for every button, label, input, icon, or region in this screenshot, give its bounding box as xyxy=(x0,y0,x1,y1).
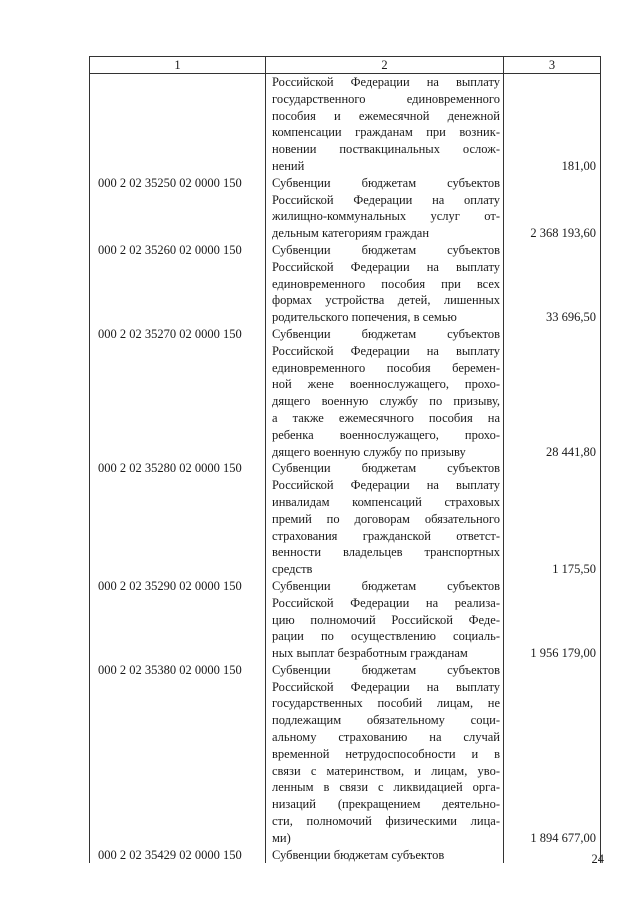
income-code: 000 2 02 35429 02 0000 150 xyxy=(98,847,242,862)
header-col-1: 1 xyxy=(174,58,181,72)
table-row xyxy=(90,460,600,578)
income-description xyxy=(265,242,503,326)
table-row xyxy=(90,326,600,460)
description-line: дельным категориям граждан xyxy=(272,226,430,241)
description-line: низаций (прекращением деятельно- xyxy=(272,797,500,812)
income-code: 000 2 02 35290 02 0000 150 xyxy=(98,578,242,593)
description-line: Субвенции бюджетам субъектов xyxy=(272,461,500,476)
description-line: средств xyxy=(272,562,313,577)
income-code: 000 2 02 35280 02 0000 150 xyxy=(98,461,242,476)
description-line: инвалидам компенсаций страховых xyxy=(272,494,500,509)
table-body xyxy=(90,74,600,863)
description-line: формах устройства детей, лишенных xyxy=(272,293,500,308)
income-description xyxy=(265,662,503,847)
table-header xyxy=(90,57,600,74)
description-line: Субвенции бюджетам субъектов xyxy=(272,662,500,677)
table-row xyxy=(90,662,600,847)
description-line: альному страхованию на случай xyxy=(272,730,500,745)
income-description xyxy=(265,326,503,460)
description-line: Субвенции бюджетам субъектов xyxy=(272,242,500,257)
description-line: Субвенции бюджетам субъектов xyxy=(272,847,445,862)
description-line: жилищно-коммунальных услуг от- xyxy=(272,209,500,224)
description-line: страхования гражданской ответст- xyxy=(272,528,500,543)
description-line: премий по договорам обязательного xyxy=(272,511,500,526)
description-line: Российской Федерации на выплату xyxy=(272,478,500,493)
income-description xyxy=(265,460,503,578)
income-code: 000 2 02 35380 02 0000 150 xyxy=(98,662,242,677)
amount-value: 1 956 179,00 xyxy=(530,646,596,661)
income-description xyxy=(265,578,503,662)
description-line: Субвенции бюджетам субъектов xyxy=(272,175,500,190)
description-line: ленным в связи с ликвидацией орга- xyxy=(272,780,500,795)
amount-cell xyxy=(503,662,600,847)
description-line: ребенка военнослужащего, прохо- xyxy=(272,427,500,442)
income-code: 000 2 02 35250 02 0000 150 xyxy=(98,175,242,190)
income-code xyxy=(90,74,265,175)
description-line: единовременного пособия при всех xyxy=(272,276,500,291)
amount-cell xyxy=(503,242,600,326)
page-number: 24 xyxy=(591,852,604,866)
description-line: родительского попечения, в семью xyxy=(272,310,457,325)
description-line: подлежащим обязательному соци- xyxy=(272,713,500,728)
description-line: новении поствакцинальных ослож- xyxy=(272,142,500,157)
description-line: Российской Федерации на выплату xyxy=(272,343,500,358)
amount-cell xyxy=(503,578,600,662)
description-line: ми) xyxy=(272,830,291,845)
description-line: рации по осуществлению социаль- xyxy=(272,629,500,644)
amount-value: 28 441,80 xyxy=(546,444,596,459)
amount-value: 33 696,50 xyxy=(546,310,596,325)
description-line: Российской Федерации на оплату xyxy=(272,192,500,207)
description-line: государственного единовременного xyxy=(272,91,500,106)
description-line: сти, полномочий физическими лица- xyxy=(272,814,500,829)
amount-value: 1 175,50 xyxy=(552,562,596,577)
income-code: 000 2 02 35270 02 0000 150 xyxy=(98,326,242,341)
description-line: дящего военную службу по призыву xyxy=(272,444,466,459)
description-line: связи с материнством, и лицам, уво- xyxy=(272,763,500,778)
income-description xyxy=(265,74,503,175)
description-line: Российской Федерации на выплату xyxy=(272,679,500,694)
income-code: 000 2 02 35260 02 0000 150 xyxy=(98,242,242,257)
description-line: дящего военную службу по призыву, xyxy=(272,394,500,409)
amount-value: 2 368 193,60 xyxy=(530,226,596,241)
amount-cell xyxy=(503,175,600,242)
amount-cell xyxy=(503,326,600,460)
description-line: Субвенции бюджетам субъектов xyxy=(272,578,500,593)
description-line: Российской Федерации на выплату xyxy=(272,75,500,89)
header-col-2: 2 xyxy=(265,57,503,73)
description-line: единовременного пособия беремен- xyxy=(272,360,500,375)
description-line: Субвенции бюджетам субъектов xyxy=(272,326,500,341)
description-line: Российской Федерации на выплату xyxy=(272,259,500,274)
amount-value: 181,00 xyxy=(561,158,596,173)
table-row xyxy=(90,175,600,242)
description-line: ных выплат безработным гражданам xyxy=(272,646,468,661)
description-line: венности владельцев транспортных xyxy=(272,545,500,560)
description-line: пособия и ежемесячной денежной xyxy=(272,108,500,123)
revenue-table xyxy=(89,56,601,863)
description-line: временной нетрудоспособности и в xyxy=(272,746,500,761)
description-line: ной жене военнослужащего, прохо- xyxy=(272,377,500,392)
amount-cell xyxy=(503,74,600,175)
description-line: Российской Федерации на реализа- xyxy=(272,595,500,610)
description-line: государственных пособий лицам, не xyxy=(272,696,500,711)
amount-cell xyxy=(503,460,600,578)
table-row xyxy=(90,242,600,326)
header-col-3: 3 xyxy=(503,57,600,73)
income-description xyxy=(265,175,503,242)
description-line: а также ежемесячного пособия на xyxy=(272,410,500,425)
table-row xyxy=(90,578,600,662)
table-row xyxy=(90,74,600,175)
description-line: компенсации гражданам при возник- xyxy=(272,125,500,140)
description-line: нений xyxy=(272,158,305,173)
description-line: цию полномочий Российской Феде- xyxy=(272,612,500,627)
amount-value: 1 894 677,00 xyxy=(530,830,596,845)
